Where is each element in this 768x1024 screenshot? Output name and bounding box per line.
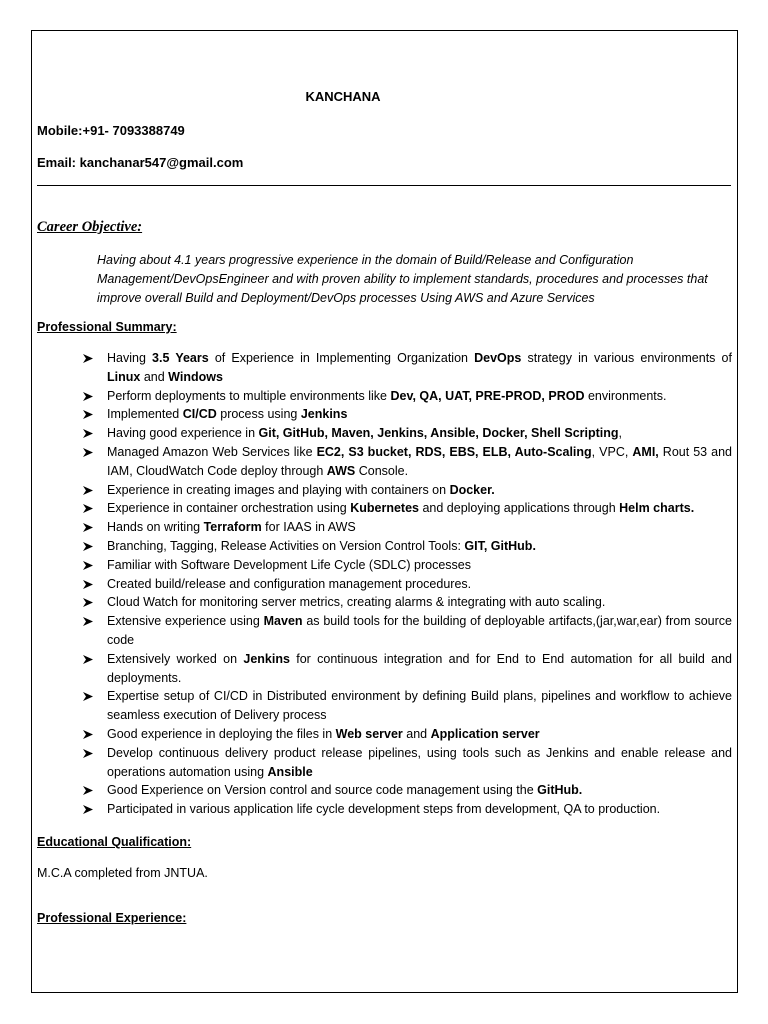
summary-item-bold-text: CI/CD (182, 407, 217, 422)
arrow-bullet-icon (82, 650, 94, 668)
summary-item-bold-text: AWS (326, 463, 356, 478)
professional-experience-heading: Professional Experience: (37, 911, 187, 925)
arrow-bullet-icon (82, 518, 94, 536)
arrow-bullet-icon (82, 800, 94, 818)
summary-item (82, 405, 732, 424)
summary-item-text: Managed Amazon Web Services like (107, 444, 317, 459)
summary-item-bold-text: Jenkins (300, 407, 348, 422)
summary-item-bold-text: Ansible (267, 764, 313, 779)
summary-item-text: Created build/release and configuration management procedures. (107, 576, 472, 591)
summary-item (82, 518, 732, 537)
professional-summary-heading: Professional Summary: (37, 320, 177, 334)
education-text: M.C.A completed from JNTUA. (37, 866, 208, 880)
summary-item-text: and (140, 369, 169, 384)
summary-item-text: Rout 53 and IAM, CloudWatch Code deploy through (107, 444, 732, 478)
summary-item-bold-text: Docker. (449, 482, 495, 497)
arrow-bullet-icon (82, 481, 94, 499)
summary-item-text: Having (107, 351, 153, 365)
summary-item-bold-text: Application server (430, 726, 540, 741)
arrow-bullet-icon (82, 499, 94, 517)
email-address: Email: kanchanar547@gmail.com (37, 155, 244, 170)
summary-item (82, 443, 732, 481)
summary-item-bold-text: Jenkins (243, 651, 290, 666)
summary-item-text: Extensively worked on (107, 651, 244, 666)
summary-item-text: Familiar with Software Development Life Cycle (SDLC) processes (107, 557, 472, 572)
summary-item-bold-text: Helm charts. (619, 501, 695, 516)
summary-item-bold-text: Terraform (203, 520, 262, 535)
summary-item-bold-text: EC2, S3 bucket, RDS, EBS, ELB, Auto-Scaling (316, 444, 592, 459)
summary-item-text: Good experience in deploying the files in (107, 726, 336, 741)
arrow-bullet-icon (82, 612, 94, 630)
arrow-bullet-icon (82, 781, 94, 799)
summary-item-text: Experience in creating images and playing with containers on (107, 482, 450, 497)
candidate-name: KANCHANA (305, 89, 381, 104)
summary-item (82, 612, 732, 650)
summary-item (82, 687, 732, 725)
summary-item (82, 725, 732, 744)
summary-item-bold-text: 3.5 Years (152, 351, 209, 365)
mobile-number: Mobile:+91- 7093388749 (37, 123, 185, 138)
summary-item (82, 744, 732, 782)
summary-item-bold-text: Windows (168, 369, 223, 384)
summary-item-bold-text: Linux (107, 369, 141, 384)
summary-item-text: environments. (584, 388, 667, 403)
summary-item (82, 575, 732, 594)
education-heading: Educational Qualification: (37, 835, 192, 849)
summary-item (82, 424, 732, 443)
summary-item-bold-text: Kubernetes (350, 501, 419, 516)
summary-item-text: Participated in various application life cycle development steps from development, QA to production. (107, 802, 661, 817)
career-objective-heading: Career Objective: (37, 219, 143, 235)
summary-item-text: and (402, 726, 431, 741)
summary-item-text: and deploying applications through (418, 501, 620, 516)
summary-item-text: Hands on writing (107, 520, 204, 535)
summary-item-text: Experience in container orchestration using (107, 501, 351, 516)
summary-item-text: , (618, 426, 623, 441)
summary-item-bold-text: Web server (335, 726, 403, 741)
summary-item (82, 349, 732, 387)
arrow-bullet-icon (82, 387, 94, 405)
summary-item-text: Good Experience on Version control and source code management using the (107, 783, 538, 798)
summary-item-text: process using (216, 407, 301, 422)
summary-item (82, 499, 732, 518)
arrow-bullet-icon (82, 405, 94, 423)
summary-item-bold-text: GitHub. (537, 783, 583, 798)
summary-item-text: strategy in various environments of (521, 351, 732, 365)
arrow-bullet-icon (82, 725, 94, 743)
summary-item (82, 556, 732, 575)
summary-item-bold-text: DevOps (474, 351, 522, 365)
summary-item-text: Implemented (107, 407, 183, 422)
arrow-bullet-icon (82, 687, 94, 705)
summary-item-text: Extensive experience using (107, 614, 264, 629)
arrow-bullet-icon (82, 556, 94, 574)
arrow-bullet-icon (82, 575, 94, 593)
summary-item-bold-text: GIT, GitHub. (464, 538, 536, 553)
summary-item-text: Branching, Tagging, Release Activities on Version Control Tools: (107, 538, 465, 553)
summary-item-text: Cloud Watch for monitoring server metrics, creating alarms & integrating with auto scaling. (107, 595, 606, 610)
summary-item-bold-text: AMI, (632, 444, 659, 459)
summary-item (82, 650, 732, 688)
summary-item-text: , VPC, (591, 444, 633, 459)
summary-item-bold-text: Maven (263, 614, 303, 629)
summary-item-text: Having good experience in (107, 426, 259, 441)
professional-summary-list (82, 349, 732, 819)
summary-item-text: as build tools for the building of deployable artifacts,(jar,war,ear) from source code (107, 614, 732, 647)
arrow-bullet-icon (82, 744, 94, 762)
summary-item (82, 781, 732, 800)
arrow-bullet-icon (82, 443, 94, 461)
arrow-bullet-icon (82, 593, 94, 611)
summary-item-text: Develop continuous delivery product release pipelines, using tools such as Jenkins and enable release and operations automation using (107, 745, 732, 779)
arrow-bullet-icon (82, 537, 94, 555)
summary-item-text: Perform deployments to multiple environments like (107, 388, 391, 403)
header-divider (37, 185, 731, 186)
summary-item (82, 800, 732, 819)
arrow-bullet-icon (82, 349, 94, 367)
arrow-bullet-icon (82, 424, 94, 442)
summary-item-bold-text: Git, GitHub, Maven, Jenkins, Ansible, Docker, Shell Scripting (258, 426, 619, 441)
summary-item-text: Expertise setup of CI/CD in Distributed environment by defining Build plans, pipelines and workflow to achieve seamless execution of Delivery process (107, 689, 732, 723)
summary-item-text: for continuous integration and for End to End automation for all build and deployments. (107, 651, 732, 685)
summary-item-text: of Experience in Implementing Organization (208, 351, 475, 365)
summary-item-text: Console. (355, 463, 409, 478)
summary-item (82, 387, 732, 406)
summary-item-bold-text: Dev, QA, UAT, PRE-PROD, PROD (390, 388, 585, 403)
summary-item (82, 537, 732, 556)
summary-item (82, 593, 732, 612)
summary-item-text: for IAAS in AWS (261, 520, 356, 535)
summary-item (82, 481, 732, 500)
career-objective-text: Having about 4.1 years progressive experience in the domain of Build/Release and Configuration Management/DevOpsEngineer and with proven ability to implement standards, procedures and processes that improve overall Build and Deployment/DevOps processes Using AWS and Azure Services (97, 253, 708, 305)
